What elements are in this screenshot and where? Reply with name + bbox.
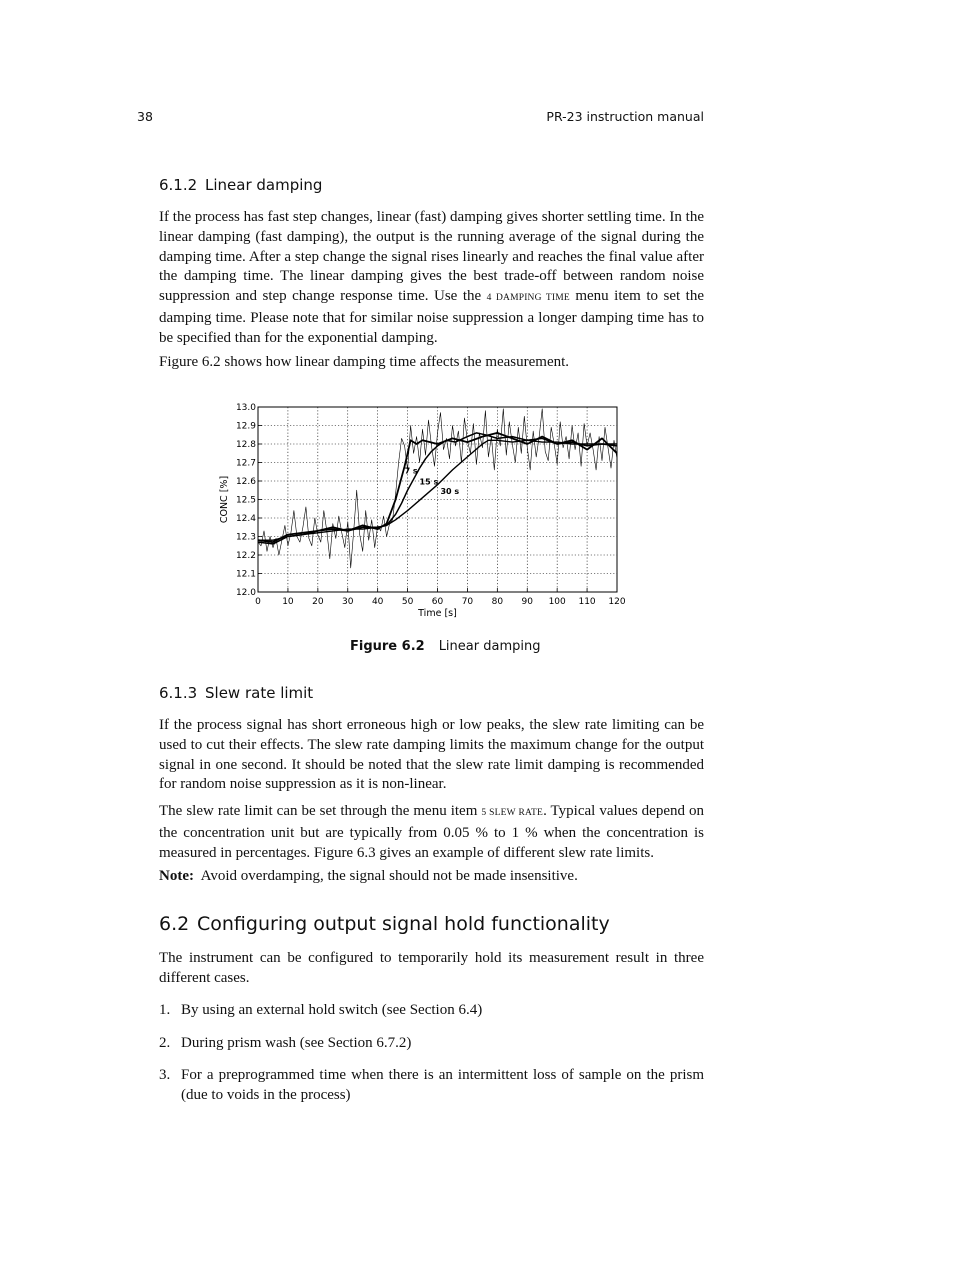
note-label: Note: xyxy=(159,868,194,884)
y-tick-label: 12.7 xyxy=(235,458,256,469)
x-tick-label: 50 xyxy=(401,597,414,607)
x-tick-label: 80 xyxy=(491,597,504,607)
x-tick-label: 30 xyxy=(342,597,354,607)
menu-item-slew-rate: 5 SLEW RATE xyxy=(481,808,544,818)
x-tick-label: 0 xyxy=(255,597,261,607)
figure-caption xyxy=(350,639,540,654)
y-tick-label: 12.0 xyxy=(235,588,256,598)
x-tick-label: 120 xyxy=(608,597,626,607)
paragraph-slew-rate: If the process signal has short erroneous high or low peaks, the slew rate limiting can be used to cut their effects. The slew rate damping limits the maximum change for the output signal in one second. It should be noted that the slew rate limit damping is recommended for random noise suppression as it is non-linear. xyxy=(159,717,704,793)
damping-time-label: 30 s xyxy=(440,486,460,496)
y-tick-label: 12.1 xyxy=(235,569,256,580)
x-tick-label: 70 xyxy=(461,597,474,607)
note xyxy=(159,867,704,887)
section-title: Linear damping xyxy=(205,176,323,194)
section-number: 6.1.2 xyxy=(159,176,198,194)
x-axis-label: Time [s] xyxy=(418,608,457,619)
chart-ticks xyxy=(236,403,626,607)
linear-damping-chart xyxy=(215,398,635,620)
list-item xyxy=(159,1034,704,1054)
y-tick-label: 12.6 xyxy=(235,477,256,487)
figure-caption-text: Linear damping xyxy=(438,639,541,654)
paragraph-figure-reference: Figure 6.2 shows how linear damping time affects the measurement. xyxy=(159,354,570,370)
note-text: Avoid overdamping, the signal should not be made insensitive. xyxy=(200,868,578,884)
x-tick-label: 20 xyxy=(312,597,324,607)
y-tick-label: 12.4 xyxy=(235,514,256,524)
list-item-text: During prism wash (see Section 6.7.2) xyxy=(181,1035,412,1051)
running-header: PR-23 instruction manual xyxy=(546,109,704,124)
x-tick-label: 110 xyxy=(578,597,596,607)
list-item xyxy=(159,1066,704,1106)
section-title: Configuring output signal hold functionality xyxy=(197,913,610,935)
x-tick-label: 10 xyxy=(282,597,294,607)
x-tick-label: 40 xyxy=(371,597,384,607)
section-heading-6-2 xyxy=(159,913,704,935)
series-line-1 xyxy=(258,409,617,568)
paragraph-text: menu item to set the damping time. Please note that for similar noise suppression a longer damping time has to be specified than for the exponential damping. xyxy=(159,288,704,346)
y-tick-label: 12.2 xyxy=(235,551,256,561)
damping-time-label: 15 s xyxy=(419,477,439,487)
paragraph-slew-rate-menu xyxy=(159,802,704,863)
y-axis-label: CONC [%] xyxy=(219,475,230,524)
list-item xyxy=(159,1001,704,1021)
page-number: 38 xyxy=(137,109,153,124)
list-item-text: By using an external hold switch (see Section 6.4) xyxy=(181,1002,483,1018)
y-tick-label: 12.3 xyxy=(235,532,256,543)
section-heading-6-1-3 xyxy=(159,684,704,702)
x-tick-label: 60 xyxy=(431,597,444,607)
y-tick-label: 12.8 xyxy=(235,440,256,450)
menu-item-damping-time: 4 DAMPING TIME xyxy=(486,293,570,304)
list-item-number: 3. xyxy=(159,1067,171,1083)
y-tick-label: 12.9 xyxy=(235,421,256,432)
paragraph-hold-intro: The instrument can be configured to temporarily hold its measurement result in three different cases. xyxy=(159,950,704,986)
list-item-number: 1. xyxy=(159,1002,171,1018)
x-tick-label: 100 xyxy=(548,597,566,607)
list-item-number: 2. xyxy=(159,1035,171,1051)
y-tick-label: 12.5 xyxy=(235,495,256,506)
paragraph-text: If the process has fast step changes, linear (fast) damping gives shorter settling time. In the linear damping (fast damping), the output is the running average of the signal during the damping time. After a step change the signal rises linearly and reaches the final value after the damping time. The linear damping gives the best trade-off between random noise suppression and step change response time. Use the xyxy=(159,209,704,305)
damping-time-label: 7 s xyxy=(404,466,418,476)
section-title: Slew rate limit xyxy=(205,684,314,702)
figure-label: Figure 6.2 xyxy=(350,639,425,654)
paragraph-text: The slew rate limit can be set through the menu item xyxy=(159,803,482,819)
section-heading-6-1-2 xyxy=(159,176,704,194)
y-tick-label: 13.0 xyxy=(235,403,256,413)
section-number: 6.1.3 xyxy=(159,684,198,702)
section-number: 6.2 xyxy=(159,913,190,935)
paragraph-linear-damping xyxy=(159,208,704,349)
chart-series xyxy=(258,409,617,568)
x-tick-label: 90 xyxy=(521,597,533,607)
paragraph-text: . Typical values depend on the concentration unit but are typically from 0.05 % to 1 % when the concentration is measured in percentages. Figure 6.3 gives an example of different slew rate limits. xyxy=(159,803,704,861)
list-item-text: For a preprogrammed time when there is an intermittent loss of sample on the prism (due to voids in the process) xyxy=(181,1067,704,1103)
